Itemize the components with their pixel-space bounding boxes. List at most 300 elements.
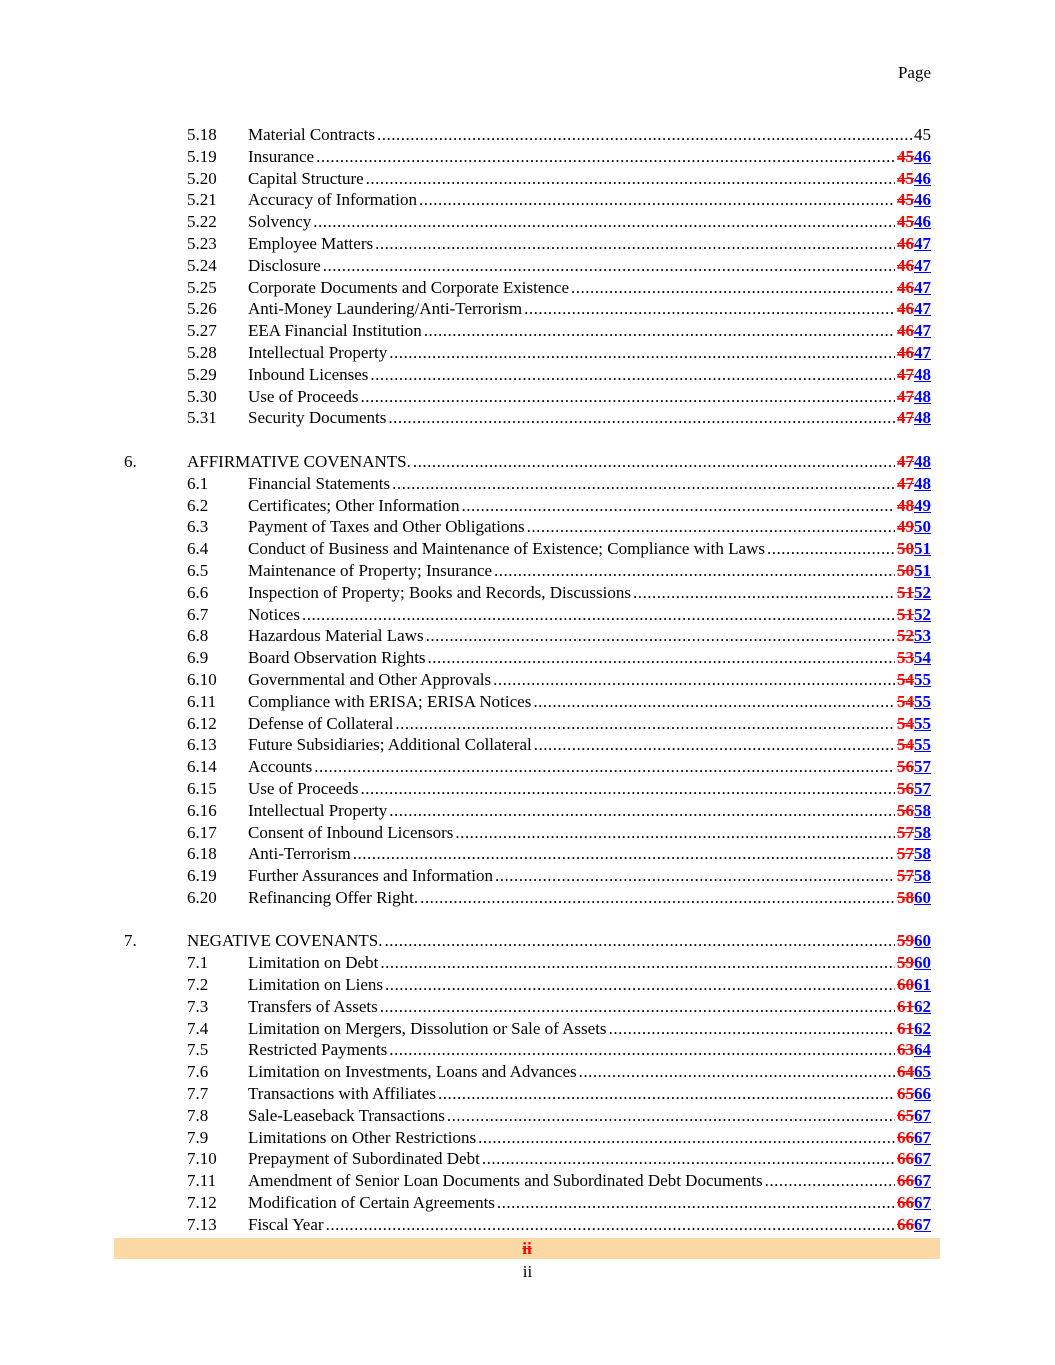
footer-deleted-page-number: ii — [522, 1239, 532, 1258]
toc-number: 6.10 — [187, 669, 217, 689]
toc-page-number — [897, 1214, 931, 1236]
toc-number: 6.7 — [187, 604, 209, 624]
toc-number: 7.4 — [187, 1018, 209, 1038]
toc-row[interactable] — [0, 168, 1055, 190]
toc-page-number — [897, 647, 931, 669]
page-number-plain: 45 — [914, 125, 931, 144]
dot-leader — [326, 1214, 895, 1236]
toc-page-number — [897, 211, 931, 233]
dot-leader — [302, 604, 895, 626]
page-number-inserted[interactable]: 48 — [914, 473, 931, 493]
page-number-inserted[interactable]: 50 — [914, 517, 931, 537]
dot-leader — [360, 386, 895, 408]
page-number-inserted[interactable]: 58 — [914, 800, 931, 820]
table-of-contents — [0, 124, 1055, 1236]
toc-number: 6.16 — [187, 800, 217, 820]
page-number-deleted: 61 — [897, 996, 914, 1016]
toc-page-number — [897, 277, 931, 299]
page-number-deleted: 46 — [897, 277, 914, 297]
toc-row[interactable] — [0, 887, 1055, 909]
toc-row[interactable] — [0, 1039, 1055, 1061]
dot-leader — [533, 691, 895, 713]
toc-title: Limitation on Investments, Loans and Advances — [248, 1062, 577, 1082]
dot-leader — [493, 669, 895, 691]
dot-leader — [353, 843, 895, 865]
toc-number: 6.2 — [187, 495, 209, 515]
dot-leader — [370, 364, 895, 386]
page-number-inserted[interactable]: 58 — [914, 844, 931, 864]
toc-page-number — [897, 233, 931, 255]
page-number-deleted: 57 — [897, 866, 914, 886]
toc-title: Anti-Terrorism — [248, 844, 351, 864]
toc-page-number — [897, 168, 931, 190]
toc-page-number — [897, 734, 931, 756]
page-number-inserted[interactable]: 46 — [914, 190, 931, 210]
toc-page-number — [897, 778, 931, 800]
page-number-deleted: 46 — [897, 299, 914, 319]
toc-row[interactable] — [0, 124, 1055, 146]
dot-leader — [438, 1083, 895, 1105]
page-number-deleted: 50 — [897, 560, 914, 580]
toc-number: 6.15 — [187, 778, 217, 798]
dot-leader — [428, 647, 895, 669]
toc-number: 5.18 — [187, 125, 217, 144]
toc-title: AFFIRMATIVE COVENANTS. — [187, 451, 411, 471]
toc-page-number — [897, 1105, 931, 1127]
page-number-deleted: 54 — [897, 735, 914, 755]
page-number-deleted: 56 — [897, 778, 914, 798]
toc-title: Intellectual Property — [248, 342, 388, 362]
page-number-deleted: 52 — [897, 626, 914, 646]
footer-deleted-page-band — [114, 1238, 940, 1259]
toc-row[interactable] — [0, 211, 1055, 233]
toc-number: 6.6 — [187, 582, 209, 602]
toc-number: 7.9 — [187, 1127, 209, 1147]
toc-title: Conduct of Business and Maintenance of Existence; Compliance with Laws — [248, 539, 765, 559]
toc-row[interactable] — [0, 974, 1055, 996]
toc-row[interactable] — [0, 473, 1055, 495]
toc-row[interactable] — [0, 298, 1055, 320]
toc-number: 6.19 — [187, 866, 217, 886]
toc-number: 5.19 — [187, 146, 217, 166]
page-number-inserted[interactable]: 66 — [914, 1084, 931, 1104]
dot-leader — [494, 560, 895, 582]
dot-leader — [524, 298, 895, 320]
toc-number: 6.12 — [187, 713, 217, 733]
page-number-deleted: 45 — [897, 168, 914, 188]
toc-number: 7.3 — [187, 996, 209, 1016]
toc-row[interactable] — [0, 952, 1055, 974]
toc-title: Further Assurances and Information — [248, 866, 494, 886]
toc-page-number — [897, 495, 931, 517]
toc-page-number — [897, 560, 931, 582]
page-number-inserted[interactable]: 47 — [914, 233, 931, 253]
toc-row[interactable] — [0, 1061, 1055, 1083]
page-number-inserted[interactable]: 48 — [914, 408, 931, 428]
toc-row[interactable] — [0, 1192, 1055, 1214]
dot-leader — [420, 887, 895, 909]
page-number-inserted[interactable]: 48 — [914, 451, 931, 471]
page-number-inserted[interactable]: 47 — [914, 299, 931, 319]
toc-title: Accounts — [248, 757, 313, 777]
toc-title: Refinancing Offer Right. — [248, 887, 419, 907]
page-number-inserted[interactable]: 67 — [914, 1171, 931, 1191]
toc-number: 6.4 — [187, 539, 209, 559]
toc-title: Limitation on Liens — [248, 975, 384, 995]
toc-page-number — [897, 407, 931, 429]
page-number-deleted: 66 — [897, 1171, 914, 1191]
page-number-inserted[interactable]: 55 — [914, 669, 931, 689]
dot-leader — [413, 451, 895, 473]
dot-leader — [482, 1148, 895, 1170]
toc-title: Compliance with ERISA; ERISA Notices — [248, 691, 532, 711]
toc-number: 6.9 — [187, 648, 209, 668]
toc-title: Defense of Collateral — [248, 713, 394, 733]
toc-number: 5.26 — [187, 299, 217, 319]
page-number-inserted[interactable]: 65 — [914, 1062, 931, 1082]
toc-row[interactable] — [0, 713, 1055, 735]
toc-page-number — [897, 298, 931, 320]
toc-row[interactable] — [0, 669, 1055, 691]
page-number-inserted[interactable]: 57 — [914, 757, 931, 777]
toc-page-number — [897, 1148, 931, 1170]
toc-row[interactable] — [0, 233, 1055, 255]
toc-row[interactable] — [0, 189, 1055, 211]
toc-title: Sale-Leaseback Transactions — [248, 1105, 445, 1125]
toc-row[interactable] — [0, 865, 1055, 887]
page-number-deleted: 54 — [897, 713, 914, 733]
toc-row[interactable] — [0, 386, 1055, 408]
page-number-deleted: 58 — [897, 887, 914, 907]
dot-leader — [424, 320, 895, 342]
dot-leader — [377, 124, 912, 146]
page-number-deleted: 45 — [897, 212, 914, 232]
toc-title: Payment of Taxes and Other Obligations — [248, 517, 525, 537]
toc-title: Inspection of Property; Books and Records, Discussions — [248, 582, 631, 602]
page-number-deleted: 61 — [897, 1018, 914, 1038]
toc-row[interactable] — [0, 756, 1055, 778]
dot-leader — [380, 952, 895, 974]
toc-number: 7.6 — [187, 1062, 209, 1082]
toc-title: Restricted Payments — [248, 1040, 388, 1060]
dot-leader — [534, 734, 895, 756]
toc-title: Fiscal Year — [248, 1214, 324, 1234]
toc-page-number — [897, 364, 931, 386]
toc-title: Capital Structure — [248, 168, 364, 188]
toc-title: Prepayment of Subordinated Debt — [248, 1149, 480, 1169]
dot-leader — [455, 822, 895, 844]
toc-number: 7.13 — [187, 1214, 217, 1234]
dot-leader — [447, 1105, 895, 1127]
page-number-inserted[interactable]: 55 — [914, 735, 931, 755]
page-number-inserted[interactable]: 54 — [914, 648, 931, 668]
toc-number: 6.3 — [187, 517, 209, 537]
dot-leader — [461, 495, 895, 517]
toc-title: Hazardous Material Laws — [248, 626, 424, 646]
toc-title: Maintenance of Property; Insurance — [248, 560, 493, 580]
toc-title: Solvency — [248, 212, 312, 232]
toc-number: 5.31 — [187, 408, 217, 428]
page-number-inserted[interactable]: 48 — [914, 386, 931, 406]
page-number-inserted[interactable]: 55 — [914, 713, 931, 733]
page-number-deleted: 56 — [897, 800, 914, 820]
page-number-inserted[interactable]: 47 — [914, 321, 931, 341]
toc-number: 7. — [124, 931, 137, 951]
dot-leader — [497, 1192, 895, 1214]
toc-page-number — [897, 865, 931, 887]
dot-leader — [380, 996, 895, 1018]
toc-page-number — [897, 473, 931, 495]
toc-row[interactable] — [0, 146, 1055, 168]
toc-row[interactable] — [0, 734, 1055, 756]
toc-number: 7.12 — [187, 1193, 217, 1213]
toc-row[interactable] — [0, 1170, 1055, 1192]
page-number-deleted: 50 — [897, 539, 914, 559]
toc-row[interactable] — [0, 647, 1055, 669]
toc-number: 6.17 — [187, 822, 217, 842]
toc-number: 5.28 — [187, 342, 217, 362]
toc-title: Insurance — [248, 146, 315, 166]
dot-leader — [478, 1127, 895, 1149]
page-number-deleted: 56 — [897, 757, 914, 777]
page-number-inserted[interactable]: 46 — [914, 168, 931, 188]
toc-title: Board Observation Rights — [248, 648, 426, 668]
toc-number: 6.14 — [187, 757, 217, 777]
page-number-inserted[interactable]: 51 — [914, 539, 931, 559]
toc-row[interactable] — [0, 822, 1055, 844]
toc-row[interactable] — [0, 1214, 1055, 1236]
toc-row[interactable] — [0, 843, 1055, 865]
page-number-inserted[interactable]: 67 — [914, 1214, 931, 1234]
toc-number: 7.11 — [187, 1171, 217, 1191]
page-number-inserted[interactable]: 47 — [914, 255, 931, 275]
toc-title: Accuracy of Information — [248, 190, 417, 210]
toc-section-row[interactable] — [0, 930, 1055, 952]
dot-leader — [609, 1018, 895, 1040]
dot-leader — [527, 516, 895, 538]
page-number-inserted[interactable]: 51 — [914, 560, 931, 580]
page-number-deleted: 54 — [897, 669, 914, 689]
page-number-inserted[interactable]: 46 — [914, 146, 931, 166]
page-number-deleted: 59 — [897, 953, 914, 973]
toc-row[interactable] — [0, 582, 1055, 604]
toc-page-number — [897, 582, 931, 604]
page-number-deleted: 51 — [897, 604, 914, 624]
dot-leader — [360, 778, 895, 800]
toc-title: Anti-Money Laundering/Anti-Terrorism — [248, 299, 523, 319]
toc-number: 5.22 — [187, 212, 217, 232]
toc-number: 5.21 — [187, 190, 217, 210]
page-number-deleted: 47 — [897, 408, 914, 428]
page-number-inserted[interactable]: 67 — [914, 1149, 931, 1169]
toc-number: 5.29 — [187, 364, 217, 384]
toc-page-number — [897, 822, 931, 844]
page-number-deleted: 57 — [897, 844, 914, 864]
toc-title: Consent of Inbound Licensors — [248, 822, 454, 842]
page-number-deleted: 66 — [897, 1127, 914, 1147]
toc-row[interactable] — [0, 604, 1055, 626]
toc-page-number — [897, 189, 931, 211]
page-column-label: Page — [897, 63, 931, 82]
page-number-inserted[interactable]: 55 — [914, 691, 931, 711]
toc-number: 7.2 — [187, 975, 209, 995]
page-number-deleted: 53 — [897, 648, 914, 668]
page-number-inserted[interactable]: 67 — [914, 1193, 931, 1213]
toc-title: Modification of Certain Agreements — [248, 1193, 495, 1213]
page-number-deleted: 45 — [897, 190, 914, 210]
page-number-inserted[interactable]: 47 — [914, 277, 931, 297]
toc-section-row[interactable] — [0, 451, 1055, 473]
toc-number: 5.25 — [187, 277, 217, 297]
toc-row[interactable] — [0, 407, 1055, 429]
page-number-inserted[interactable]: 60 — [914, 953, 931, 973]
toc-row[interactable] — [0, 255, 1055, 277]
dot-leader — [384, 930, 895, 952]
toc-number: 6. — [124, 451, 137, 471]
toc-title: Use of Proceeds — [248, 778, 359, 798]
toc-title: Notices — [248, 604, 300, 624]
toc-row[interactable] — [0, 560, 1055, 582]
toc-page-number — [897, 625, 931, 647]
dot-leader — [389, 1039, 895, 1061]
toc-number: 7.10 — [187, 1149, 217, 1169]
page-number-inserted[interactable]: 58 — [914, 822, 931, 842]
toc-page-number — [897, 146, 931, 168]
page-number-inserted[interactable]: 52 — [914, 582, 931, 602]
page-number-inserted[interactable]: 46 — [914, 212, 931, 232]
toc-row[interactable] — [0, 277, 1055, 299]
toc-title: Corporate Documents and Corporate Existence — [248, 277, 570, 297]
dot-leader — [419, 189, 895, 211]
toc-page-number — [897, 342, 931, 364]
toc-number: 7.5 — [187, 1040, 209, 1060]
page-number-inserted[interactable]: 58 — [914, 866, 931, 886]
toc-number: 6.13 — [187, 735, 217, 755]
page-number-inserted[interactable]: 62 — [914, 1018, 931, 1038]
dot-leader — [765, 1170, 895, 1192]
toc-title: Amendment of Senior Loan Documents and Subordinated Debt Documents — [248, 1171, 763, 1191]
toc-page-number — [897, 1170, 931, 1192]
page-number-inserted[interactable]: 67 — [914, 1105, 931, 1125]
toc-number: 5.27 — [187, 321, 217, 341]
toc-page-number — [897, 386, 931, 408]
toc-number: 7.8 — [187, 1105, 209, 1125]
toc-title: Transactions with Affiliates — [248, 1084, 436, 1104]
page-number-inserted[interactable]: 61 — [914, 975, 931, 995]
toc-page-number — [897, 604, 931, 626]
toc-page-number — [914, 124, 931, 146]
footer-page-number: ii — [522, 1262, 533, 1281]
page-number-deleted: 47 — [897, 386, 914, 406]
toc-row[interactable] — [0, 342, 1055, 364]
dot-leader — [385, 974, 895, 996]
page-number-deleted: 66 — [897, 1149, 914, 1169]
dot-leader — [375, 233, 895, 255]
toc-page-number — [897, 1061, 931, 1083]
toc-row[interactable] — [0, 1083, 1055, 1105]
toc-page-number — [897, 800, 931, 822]
toc-row[interactable] — [0, 691, 1055, 713]
toc-row[interactable] — [0, 320, 1055, 342]
page-number-inserted[interactable]: 49 — [914, 495, 931, 515]
page-number-deleted: 46 — [897, 342, 914, 362]
toc-row[interactable] — [0, 1127, 1055, 1149]
page-number-deleted: 59 — [897, 931, 914, 951]
dot-leader — [314, 756, 895, 778]
toc-row[interactable] — [0, 1148, 1055, 1170]
toc-page-number — [897, 669, 931, 691]
dot-leader — [389, 800, 895, 822]
toc-page-number — [897, 887, 931, 909]
page-number-deleted: 51 — [897, 582, 914, 602]
toc-row[interactable] — [0, 538, 1055, 560]
page-number-inserted[interactable]: 60 — [914, 931, 931, 951]
toc-number: 5.24 — [187, 255, 217, 275]
toc-page-number — [897, 1127, 931, 1149]
page-number-inserted[interactable]: 62 — [914, 996, 931, 1016]
toc-page-number — [897, 691, 931, 713]
toc-row[interactable] — [0, 778, 1055, 800]
toc-page-number — [897, 255, 931, 277]
dot-leader — [316, 146, 895, 168]
page-number-deleted: 57 — [897, 822, 914, 842]
toc-row[interactable] — [0, 364, 1055, 386]
toc-page-number — [897, 1083, 931, 1105]
toc-number: 6.20 — [187, 887, 217, 907]
toc-page-number — [897, 1039, 931, 1061]
toc-row[interactable] — [0, 495, 1055, 517]
toc-row[interactable] — [0, 1018, 1055, 1040]
toc-title: Limitation on Mergers, Dissolution or Sale of Assets — [248, 1018, 607, 1038]
toc-page-number — [897, 320, 931, 342]
dot-leader — [388, 407, 895, 429]
page-number-deleted: 60 — [897, 975, 914, 995]
page-number-inserted[interactable]: 64 — [914, 1040, 931, 1060]
page-number-inserted[interactable]: 52 — [914, 604, 931, 624]
toc-number: 5.23 — [187, 233, 217, 253]
dot-leader — [633, 582, 895, 604]
page-number-inserted[interactable]: 57 — [914, 778, 931, 798]
dot-leader — [366, 168, 895, 190]
page-number-deleted: 46 — [897, 321, 914, 341]
toc-title: Certificates; Other Information — [248, 495, 460, 515]
toc-row[interactable] — [0, 516, 1055, 538]
toc-row[interactable] — [0, 996, 1055, 1018]
toc-title: Future Subsidiaries; Additional Collateral — [248, 735, 532, 755]
toc-number: 7.1 — [187, 953, 209, 973]
page-number-deleted: 54 — [897, 691, 914, 711]
dot-leader — [323, 255, 895, 277]
toc-number: 7.7 — [187, 1084, 209, 1104]
page-number-inserted[interactable]: 47 — [914, 342, 931, 362]
dot-leader — [495, 865, 895, 887]
toc-title: Intellectual Property — [248, 800, 388, 820]
page-number-deleted: 66 — [897, 1214, 914, 1234]
page-number-inserted[interactable]: 53 — [914, 626, 931, 646]
page-number-inserted[interactable]: 67 — [914, 1127, 931, 1147]
toc-page-number — [897, 974, 931, 996]
toc-title: Employee Matters — [248, 233, 374, 253]
toc-title: Limitation on Debt — [248, 953, 379, 973]
page-number-inserted[interactable]: 60 — [914, 887, 931, 907]
toc-row[interactable] — [0, 625, 1055, 647]
page-number-deleted: 45 — [897, 146, 914, 166]
toc-row[interactable] — [0, 1105, 1055, 1127]
toc-page-number — [897, 538, 931, 560]
page-number-inserted[interactable]: 48 — [914, 364, 931, 384]
toc-row[interactable] — [0, 800, 1055, 822]
toc-page-number — [897, 843, 931, 865]
